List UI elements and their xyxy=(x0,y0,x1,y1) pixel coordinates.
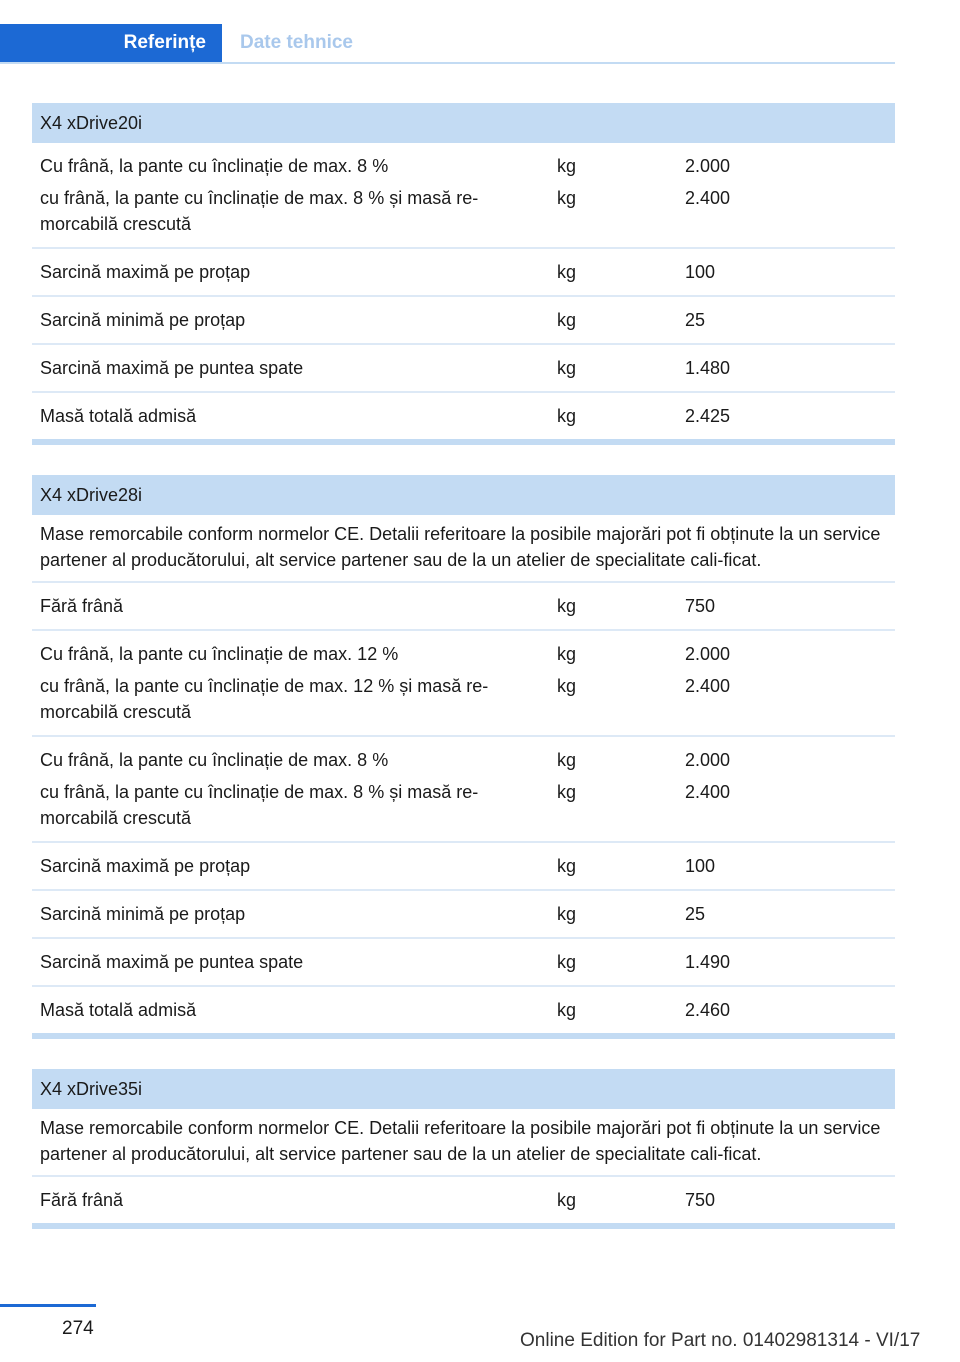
row-label: Fără frână xyxy=(40,596,124,616)
row-value: 750 xyxy=(685,1190,716,1210)
row-label: Masă totală admisă xyxy=(40,1000,197,1020)
row-label: cu frână, la pante cu înclinație de max. 8 % și masă re-morcabilă crescută xyxy=(40,782,479,828)
table-row xyxy=(32,997,895,1023)
row-unit: kg xyxy=(557,782,577,802)
table-row-group xyxy=(32,631,895,737)
row-value: 2.400 xyxy=(685,188,731,208)
row-value: 2.400 xyxy=(685,676,731,696)
row-value: 2.000 xyxy=(685,750,731,770)
table-row xyxy=(32,779,895,831)
table-row xyxy=(32,153,895,179)
spec-tables xyxy=(32,103,895,1259)
edition-label: Online Edition for Part no. 01402981314 - VI/17 xyxy=(520,1330,921,1351)
row-value: 25 xyxy=(685,904,706,924)
table-row-group xyxy=(32,891,895,939)
table-row xyxy=(32,185,895,237)
row-value: 100 xyxy=(685,856,716,876)
spec-section xyxy=(32,103,895,445)
spec-section xyxy=(32,475,895,1039)
row-label: Sarcină minimă pe proțap xyxy=(40,310,246,330)
table-row-group xyxy=(32,583,895,631)
table-row-group xyxy=(32,297,895,345)
table-row xyxy=(32,259,895,285)
row-label: Fără frână xyxy=(40,1190,124,1210)
row-unit: kg xyxy=(557,310,577,330)
row-unit: kg xyxy=(557,596,577,616)
row-unit: kg xyxy=(557,750,577,770)
section-note: Mase remorcabile conform normelor CE. Detalii referitoare la posibile majorări pot fi obținute la un service partener al producătorului, alt service partener sau de la un atelier de specialitate cali-ficat. xyxy=(32,515,895,583)
row-value: 2.000 xyxy=(685,156,731,176)
row-value: 1.480 xyxy=(685,358,731,378)
table-row-group xyxy=(32,393,895,445)
row-unit: kg xyxy=(557,644,577,664)
row-label: Cu frână, la pante cu înclinație de max. 8 % xyxy=(40,156,389,176)
row-unit: kg xyxy=(557,262,577,282)
section-title: X4 xDrive20i xyxy=(32,103,895,143)
table-row-group xyxy=(32,843,895,891)
row-unit: kg xyxy=(557,1190,577,1210)
row-value: 100 xyxy=(685,262,716,282)
page-number: 274 xyxy=(62,1318,94,1339)
table-row xyxy=(32,307,895,333)
row-label: Sarcină minimă pe proțap xyxy=(40,904,246,924)
table-row xyxy=(32,641,895,667)
header-tabs xyxy=(0,24,895,64)
table-row-group xyxy=(32,987,895,1039)
row-value: 750 xyxy=(685,596,716,616)
row-label: Cu frână, la pante cu înclinație de max. 12 % xyxy=(40,644,399,664)
section-title: X4 xDrive35i xyxy=(32,1069,895,1109)
row-unit: kg xyxy=(557,952,577,972)
row-value: 2.000 xyxy=(685,644,731,664)
table-row xyxy=(32,593,895,619)
table-row xyxy=(32,853,895,879)
table-row xyxy=(32,403,895,429)
row-label: cu frână, la pante cu înclinație de max. 8 % și masă re-morcabilă crescută xyxy=(40,188,479,234)
row-unit: kg xyxy=(557,676,577,696)
table-row xyxy=(32,1187,895,1213)
section-note: Mase remorcabile conform normelor CE. Detalii referitoare la posibile majorări pot fi obținute la un service partener al producătorului, alt service partener sau de la un atelier de specialitate cali-ficat. xyxy=(32,1109,895,1177)
row-label: Cu frână, la pante cu înclinație de max. 8 % xyxy=(40,750,389,770)
row-value: 2.400 xyxy=(685,782,731,802)
table-row xyxy=(32,901,895,927)
table-row xyxy=(32,949,895,975)
row-unit: kg xyxy=(557,188,577,208)
row-value: 25 xyxy=(685,310,706,330)
row-unit: kg xyxy=(557,406,577,426)
tab-date-tehnice[interactable]: Date tehnice xyxy=(240,32,353,53)
row-unit: kg xyxy=(557,856,577,876)
table-row-group xyxy=(32,249,895,297)
table-row-group xyxy=(32,345,895,393)
row-label: Sarcină maximă pe puntea spate xyxy=(40,952,304,972)
row-value: 2.425 xyxy=(685,406,731,426)
table-row-group xyxy=(32,1177,895,1229)
section-title: X4 xDrive28i xyxy=(32,475,895,515)
table-row xyxy=(32,673,895,725)
table-row xyxy=(32,747,895,773)
row-label: Sarcină maximă pe proțap xyxy=(40,856,251,876)
row-value: 2.460 xyxy=(685,1000,731,1020)
row-label: Masă totală admisă xyxy=(40,406,197,426)
row-label: Sarcină maximă pe proțap xyxy=(40,262,251,282)
tab-referinte[interactable]: Referințe xyxy=(0,24,222,62)
table-row xyxy=(32,355,895,381)
spec-section xyxy=(32,1069,895,1229)
table-row-group xyxy=(32,143,895,249)
row-unit: kg xyxy=(557,904,577,924)
row-unit: kg xyxy=(557,156,577,176)
row-unit: kg xyxy=(557,1000,577,1020)
table-row-group xyxy=(32,737,895,843)
row-label: Sarcină maximă pe puntea spate xyxy=(40,358,304,378)
row-value: 1.490 xyxy=(685,952,731,972)
footer-accent-line xyxy=(0,1304,96,1307)
row-unit: kg xyxy=(557,358,577,378)
row-label: cu frână, la pante cu înclinație de max. 12 % și masă re-morcabilă crescută xyxy=(40,676,489,722)
table-row-group xyxy=(32,939,895,987)
